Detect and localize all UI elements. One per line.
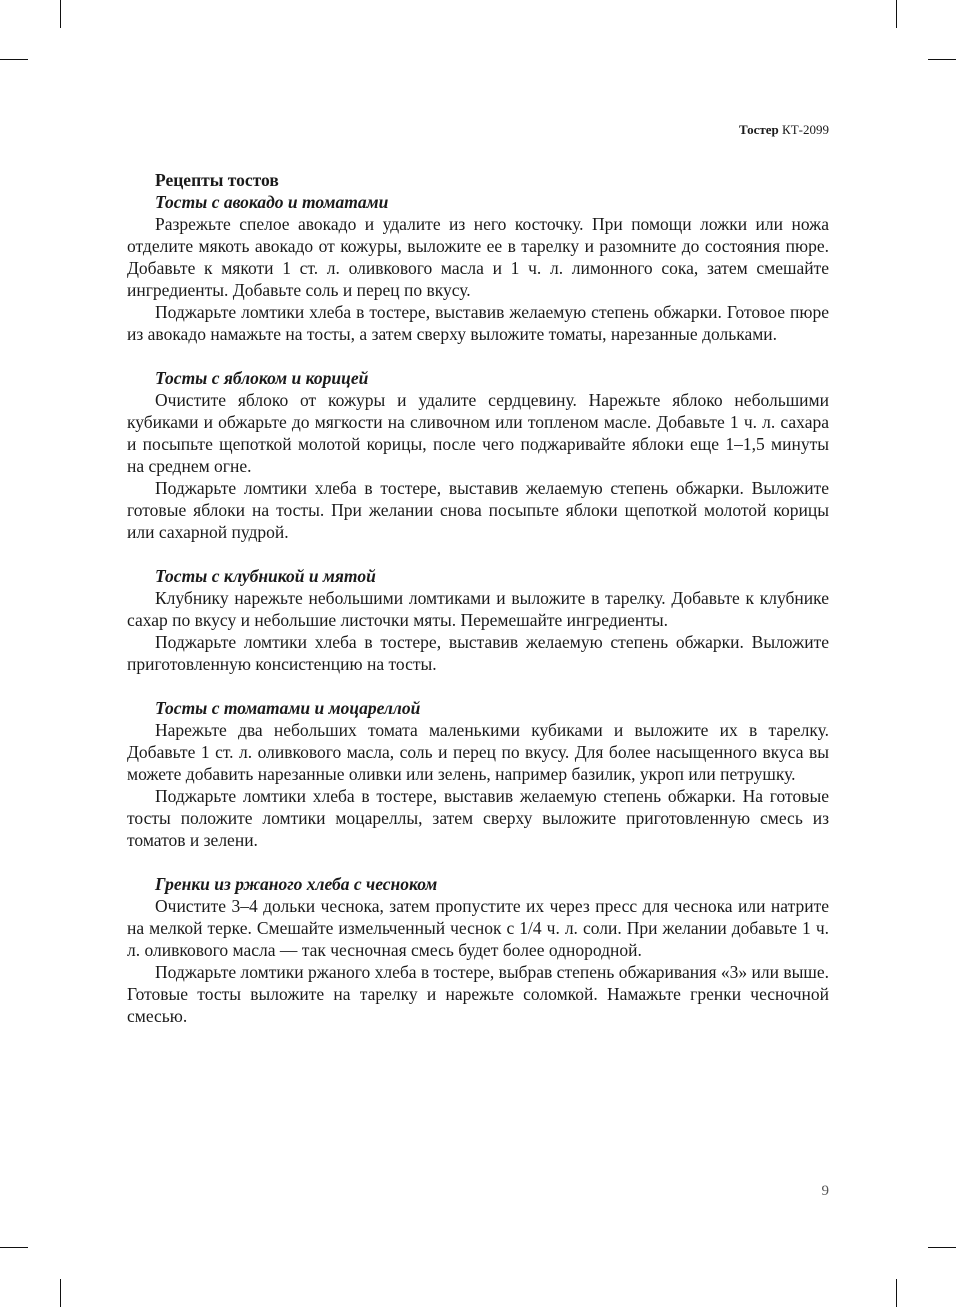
- crop-mark: [0, 1247, 28, 1248]
- recipe-paragraph: Поджарьте ломтики хлеба в тостере, выставив желаемую степень обжарки. Готовое пюре из авокадо намажьте на тосты, а затем сверху выложите томаты, нарезанные дольками.: [127, 302, 829, 344]
- recipe-paragraph: Поджарьте ломтики ржаного хлеба в тостере, выбрав степень обжаривания «3» или выше. Готовые тосты выложите на тарелку и нарежьте соломкой. Намажьте гренки чесночной смесью.: [127, 962, 829, 1026]
- crop-mark: [928, 1247, 956, 1248]
- recipe-paragraph: Нарежьте два небольших томата маленькими кубиками и выложите их в тарелку. Добавьте 1 ст. л. оливкового масла, соль и перец по вкусу. Для более насыщенного вкуса вы можете добавить нарезанные оливки или зелень, например базилик, укроп или петрушку.: [127, 720, 829, 784]
- recipe-title: Тосты с авокадо и томатами: [155, 192, 389, 212]
- crop-mark: [928, 59, 956, 60]
- recipe-paragraph: Очистите яблоко от кожуры и удалите сердцевину. Нарежьте яблоко небольшими кубиками и обжарьте до мягкости на сливочном или топленом масле. Добавьте 1 ч. л. сахара и посыпьте щепоткой молотой корицы, после чего поджаривайте яблоки еще 1–1,5 минуты на среднем огне.: [127, 390, 829, 476]
- crop-mark: [0, 59, 28, 60]
- recipe-title: Тосты с томатами и моцареллой: [155, 698, 421, 718]
- page-number: 9: [821, 1183, 829, 1199]
- recipe-paragraph: Поджарьте ломтики хлеба в тостере, выставив желаемую степень обжарки. Выложите готовые яблоки на тосты. При желании снова посыпьте яблоки щепоткой молотой корицы или сахарной пудрой.: [127, 478, 829, 542]
- recipe-paragraph: Поджарьте ломтики хлеба в тостере, выставив желаемую степень обжарки. Выложите приготовленную консистенцию на тосты.: [127, 632, 829, 674]
- crop-mark: [896, 1279, 897, 1307]
- recipe-paragraph: Разрежьте спелое авокадо и удалите из него косточку. При помощи ложки или ножа отделите мякоть авокадо от кожуры, выложите ее в тарелку и разомните до состояния пюре. Добавьте к мякоти 1 ст. л. оливкового масла и 1 ч. л. лимонного сока, затем смешайте ингредиенты. Добавьте соль и перец по вкусу.: [127, 214, 829, 300]
- recipe-tomato-mozzarella: [127, 697, 829, 851]
- recipe-avocado: [127, 191, 829, 345]
- recipe-rye-garlic: [127, 873, 829, 1027]
- recipe-apple: [127, 367, 829, 543]
- recipe-strawberry: [127, 565, 829, 675]
- crop-mark: [60, 1279, 61, 1307]
- running-head-model: КТ-2099: [782, 122, 829, 137]
- recipe-title: Тосты с яблоком и корицей: [155, 368, 369, 388]
- running-head-product: Тостер: [739, 122, 779, 137]
- recipe-title: Гренки из ржаного хлеба с чесноком: [155, 874, 438, 894]
- crop-mark: [60, 0, 61, 28]
- crop-mark: [896, 0, 897, 28]
- running-head: [739, 121, 829, 139]
- recipe-paragraph: Клубнику нарежьте небольшими ломтиками и выложите в тарелку. Добавьте к клубнике сахар по вкусу и небольшие листочки мяты. Перемешайте ингредиенты.: [127, 588, 829, 630]
- recipe-title: Тосты с клубникой и мятой: [155, 566, 376, 586]
- page-title: Рецепты тостов: [155, 170, 279, 190]
- page-content: [127, 169, 829, 1027]
- recipe-paragraph: Поджарьте ломтики хлеба в тостере, выставив желаемую степень обжарки. На готовые тосты положите ломтики моцареллы, затем сверху выложите приготовленную смесь из томатов и зелени.: [127, 786, 829, 850]
- recipe-paragraph: Очистите 3–4 дольки чеснока, затем пропустите их через пресс для чеснока или натрите на мелкой терке. Смешайте измельченный чеснок с 1/4 ч. л. соли. При желании добавьте 1 ч. л. оливкового масла — так чесночная смесь будет более однородной.: [127, 896, 829, 960]
